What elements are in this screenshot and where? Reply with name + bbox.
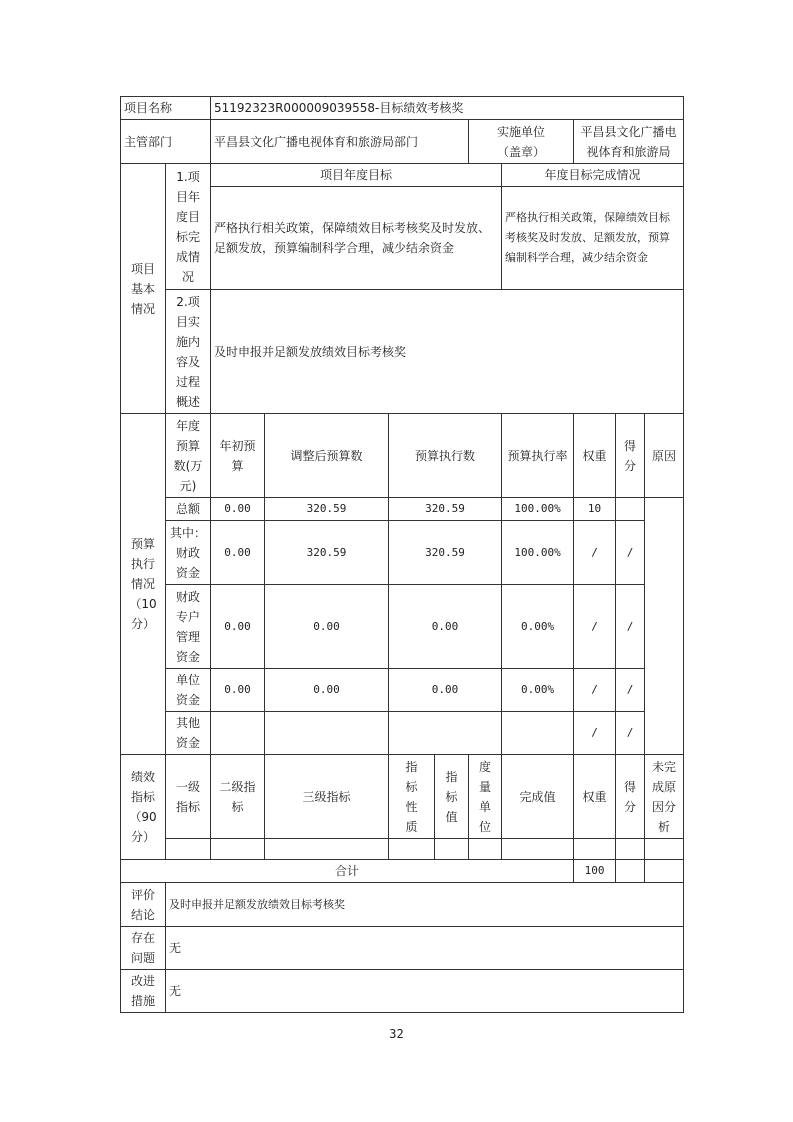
impl-unit-label: 实施单位 （盖章） [469,120,574,164]
annual-goal-text: 严格执行相关政策，保障绩效目标考核奖及时发放、足额发放，预算编制科学合理，减少结余资金 [211,187,502,290]
budget-row-label: 其中： 财政 资金 [166,521,211,585]
budget-rate: 100.00% [502,521,574,585]
budget-initial: 0.00 [211,521,265,585]
budget-row-label: 总额 [166,498,211,521]
dept-value: 平昌县文化广播电视体育和旅游局部门 [211,120,469,164]
budget-score: / [616,712,645,755]
budget-row-label: 单位 资金 [166,669,211,712]
budget-weight: 10 [574,498,616,521]
completion-text: 严格执行相关政策，保障绩效目标考核奖及时发放、足额发放，预算编制科学合理，减少结余资金 [502,187,684,290]
budget-header-executed: 预算执行数 [389,414,502,498]
budget-executed: 0.00 [389,669,502,712]
budget-initial: 0.00 [211,498,265,521]
budget-adjusted: 0.00 [265,669,389,712]
impl-unit-value: 平昌县文化广播电视体育和旅游局 [574,120,684,164]
budget-weight: / [574,521,616,585]
performance-section-label: 绩效 指标 （90 分） [121,755,166,860]
budget-executed: 320.59 [389,521,502,585]
budget-header-initial: 年初预 算 [211,414,265,498]
perf-header-level3: 三级指标 [265,755,389,839]
budget-executed: 320.59 [389,498,502,521]
budget-reason-cell [645,498,684,755]
performance-evaluation-table [120,96,684,1013]
perf-header-nature: 指 标 性 质 [389,755,435,839]
total-score [616,860,645,883]
perf-empty-row [121,839,684,860]
impl-text: 及时申报并足额发放绩效目标考核奖 [211,290,684,414]
budget-score: / [616,669,645,712]
goal-label: 1.项 目年 度目 标完 成情 况 [166,164,211,290]
budget-row-fiscal [121,521,684,585]
budget-section-label: 预算 执行 情况 （10 分） [121,414,166,755]
perf-header-level1: 一级 指标 [166,755,211,839]
budget-header-weight: 权重 [574,414,616,498]
budget-row-label: 财政 专户 管理 资金 [166,585,211,669]
budget-executed [389,712,502,755]
budget-rate: 0.00% [502,585,574,669]
impl-label: 2.项 目实 施内 容及 过程 概述 [166,290,211,414]
page-number: 32 [389,1027,404,1041]
total-weight: 100 [574,860,616,883]
budget-score: / [616,521,645,585]
perf-header-completed: 完成值 [502,755,574,839]
perf-header-weight: 权重 [574,755,616,839]
budget-executed: 0.00 [389,585,502,669]
project-name-value: 51192323R000009039558-目标绩效考核奖 [211,97,684,120]
evaluation-label: 评价 结论 [121,883,166,927]
total-label: 合计 [121,860,574,883]
budget-score: / [616,585,645,669]
total-reason [645,860,684,883]
budget-weight: / [574,712,616,755]
budget-rate [502,712,574,755]
budget-adjusted [265,712,389,755]
perf-header-reason: 未完 成原 因分 析 [645,755,684,839]
budget-header-score: 得 分 [616,414,645,498]
improvements-text: 无 [166,970,684,1013]
issues-text: 无 [166,927,684,970]
budget-row-total [121,498,684,521]
budget-initial: 0.00 [211,585,265,669]
budget-header-adjusted: 调整后预算数 [265,414,389,498]
basic-section-label: 项目 基本 情况 [121,164,166,414]
budget-header-rate: 预算执行率 [502,414,574,498]
budget-row-other [121,712,684,755]
budget-row-label: 其他 资金 [166,712,211,755]
perf-header-value: 指 标 值 [435,755,469,839]
budget-weight: / [574,669,616,712]
budget-weight: / [574,585,616,669]
budget-header-annual: 年度 预算 数(万 元) [166,414,211,498]
improvements-label: 改进 措施 [121,970,166,1013]
project-name-label: 项目名称 [121,97,211,120]
budget-initial [211,712,265,755]
budget-adjusted: 320.59 [265,521,389,585]
evaluation-text: 及时申报并足额发放绩效目标考核奖 [166,883,684,927]
budget-initial: 0.00 [211,669,265,712]
perf-header-level2: 二级指 标 [211,755,265,839]
budget-score [616,498,645,521]
annual-goal-header: 项目年度目标 [211,164,502,187]
issues-label: 存在 问题 [121,927,166,970]
perf-header-unit: 度 量 单 位 [469,755,502,839]
budget-adjusted: 0.00 [265,585,389,669]
budget-rate: 100.00% [502,498,574,521]
completion-header: 年度目标完成情况 [502,164,684,187]
budget-header-reason: 原因 [645,414,684,498]
budget-rate: 0.00% [502,669,574,712]
budget-adjusted: 320.59 [265,498,389,521]
perf-header-score: 得 分 [616,755,645,839]
budget-row-special-account [121,585,684,669]
dept-label: 主管部门 [121,120,211,164]
budget-row-unit [121,669,684,712]
